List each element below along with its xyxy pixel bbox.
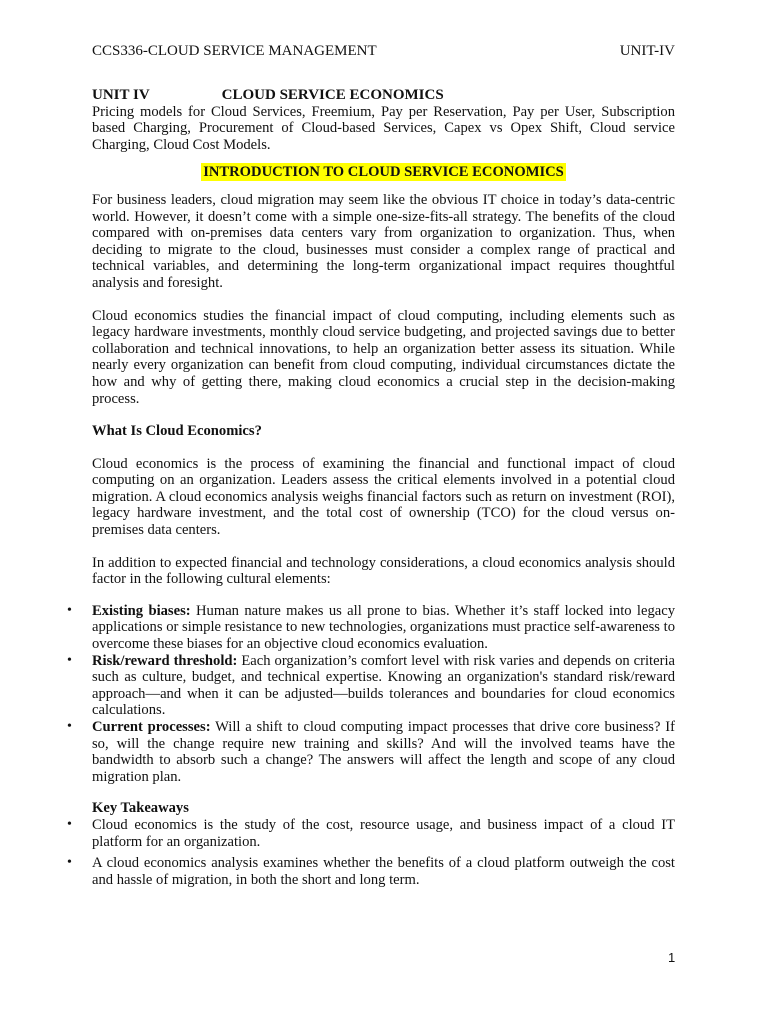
list-item [67,855,675,888]
list-item [67,652,675,719]
intro-heading: INTRODUCTION TO CLOUD SERVICE ECONOMICS [203,164,564,181]
list-item [67,602,675,653]
what-is-heading: What Is Cloud Economics? [92,423,262,440]
list-item-text: Cloud economics is the study of the cost, resource usage, and business impact of a cloud IT platform for an organization. [92,816,675,850]
header-course-title: CCS336-CLOUD SERVICE MANAGEMENT [92,43,377,59]
page-header [92,43,675,60]
intro-paragraph-2: Cloud economics studies the financial impact of cloud computing, including elements such as legacy hardware investments, monthly cloud service budgeting, and projected savings due to better collaboration and technical innovations, to help an organization better assess its situation. While nearly every organization can benefit from cloud computing, individual circumstances dictate the how and why of getting there, making cloud economics a crucial step in the decision-making process. [92,307,675,407]
list-item-term: Existing biases: [92,602,191,619]
bullet-icon: • [67,719,72,734]
list-item-text: Will a shift to cloud computing impact processes that drive core business? If so, will the change require new training and skills? And will the involved teams have the bandwidth to absorb such a change? The answers will affect the length and scope of any cloud migration plan. [92,719,675,785]
key-takeaways-heading: Key Takeaways [92,800,189,817]
bullet-icon: • [67,602,72,618]
intro-paragraph-1: For business leaders, cloud migration may seem like the obvious IT choice in today’s data-centric world. However, it doesn’t come with a simple one-size-fits-all strategy. The benefits of the cloud compared with on-premises data centers vary from organization to organization. Thus, when deciding to migrate to the cloud, businesses must consider a complex range of practical and technical variables, and determining the long-term organizational impact requires thoughtful analysis and foresight. [92,191,675,291]
list-item-term: Risk/reward threshold: [92,652,238,669]
list-item-term: Current processes: [92,719,211,735]
list-item-text: Human nature makes us all prone to bias. Whether it’s staff locked into legacy applications or simple resistance to new technologies, organizations must practice self-awareness to overcome these biases for an objective cloud economics evaluation. [92,602,675,653]
what-is-paragraph-1: Cloud economics is the process of examining the financial and functional impact of cloud computing on an organization. Leaders assess the critical elements involved in a potential cloud migration. A cloud economics analysis weighs financial factors such as return on investment (ROI), legacy hardware investment, and the total cost of ownership (TCO) for the cloud versus on-premises data centers. [92,455,675,539]
list-item-text: Each organization’s comfort level with risk varies and depends on criteria such as culture, budget, and technical expertise. Knowing an organization's standard risk/reward approach—and when it can be adjusted—builds tolerances and boundaries for cloud economics calculations. [92,652,675,719]
list-item [67,816,675,850]
list-item [67,719,675,785]
intro-heading-wrap [92,164,675,181]
page-number: 1 [668,950,676,965]
key-takeaways-list [67,816,675,888]
bullet-icon: • [67,816,72,832]
cultural-elements-list [67,602,675,786]
what-is-paragraph-2: In addition to expected financial and technology considerations, a cloud economics analysis should factor in the following cultural elements: [92,554,675,588]
unit-heading [92,87,675,104]
bullet-icon: • [67,855,72,871]
header-unit-label: UNIT-IV [619,43,675,59]
bullet-icon: • [67,652,72,668]
unit-label: UNIT IV [92,87,150,103]
unit-title: CLOUD SERVICE ECONOMICS [221,87,444,103]
list-item-text: A cloud economics analysis examines whether the benefits of a cloud platform outweigh the cost and hassle of migration, in both the short and long term. [92,855,675,888]
unit-topics: Pricing models for Cloud Services, Freemium, Pay per Reservation, Pay per User, Subscription based Charging, Procurement of Cloud-based Services, Capex vs Opex Shift, Cloud service Charging, Cloud Cost Models. [92,103,675,153]
page-content [67,87,675,888]
